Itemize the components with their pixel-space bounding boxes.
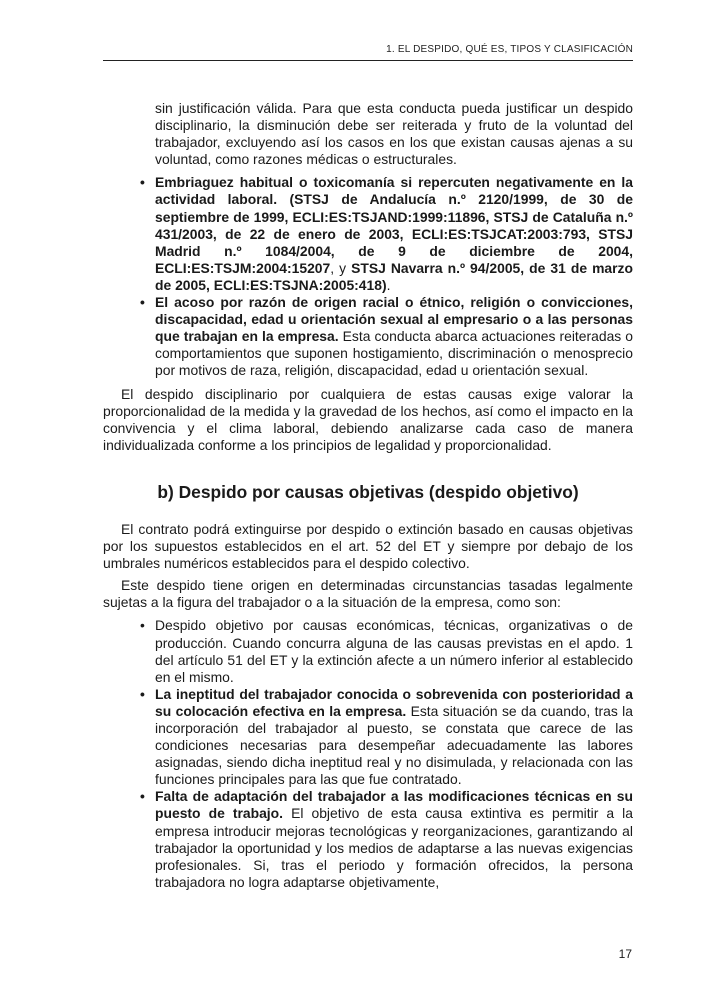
item-text: Esta conducta abarca actuaciones reiteradas o comportamientos que suponen hostigamiento, discriminación o menosprecio por motivos de raza, religión, discapacidad, edad u orientación sexual. (155, 328, 633, 379)
bullet-icon: • (140, 685, 145, 702)
item-text: . (386, 276, 391, 293)
list-item (103, 788, 633, 891)
item-bold-text: Embriaguez habitual o toxicomanía si repercuten negativamente en la actividad laboral. (STSJ de Andalucía n.º 2120/1999, de 30 de septiembre de 1999, ECLI:ES:TSJAND:1999:11896, STSJ de Cataluña n.º 431/2003, de 22 de enero de 2003, ECLI:ES:TSJCAT:2003:793, STSJ Madrid n.º 1084/2004, de 9 de diciembre de 2004, ECLI:ES:TSJM:2004:15207 (155, 174, 633, 276)
running-header (103, 42, 633, 61)
item-text: El objetivo de esta causa extintiva es permitir a la empresa introducir mejoras tecnológicas y reorganizaciones, garantizando al trabajador la oportunidad y los medios de adaptarse a las nuevas exigencias profesionales. Si, tras el periodo y formación ofrecidos, la persona trabajadora no logra adaptarse objetivamente, (155, 805, 633, 890)
item-text: Esta situación se da cuando, tras la incorporación del trabajador al puesto, se constata que carece de las condiciones necesarias para desempeñar adecuadamente las labores asignadas, siendo dicha ineptitud real y no disimulada, y relacionada con las funciones principales para las que fue contratado. (155, 702, 633, 788)
list-item (103, 294, 633, 379)
bullet-icon: • (140, 788, 145, 805)
page-body (103, 100, 633, 891)
running-header-title: 1. EL DESPIDO, QUÉ ES, TIPOS Y CLASIFICACIÓN (386, 44, 633, 55)
bullet-icon: • (140, 617, 145, 634)
item-bold-text: Falta de adaptación del trabajador a las modificaciones técnicas en su puesto de trabajo. (155, 788, 633, 822)
paragraph-continuation: sin justificación válida. Para que esta conducta pueda justificar un despido disciplinario, la disminución debe ser reiterada y fruto de la voluntad del trabajador, excluyendo así los casos en los que existan causas ajenas a su voluntad, como razones médicas o estructurales. (155, 100, 633, 168)
page-number: 17 (618, 947, 632, 961)
objective-causes-list (103, 617, 633, 891)
disciplinary-causes-list (103, 174, 633, 379)
item-bold-text: La ineptitud del trabajador conocida o sobrevenida con posterioridad a su colocación efectiva en la empresa. (155, 685, 633, 719)
list-item (103, 617, 633, 685)
paragraph-summary: El despido disciplinario por cualquiera de estas causas exige valorar la proporcionalidad de la medida y la gravedad de los hechos, así como el impacto en la convivencia y el clima laboral, debiendo analizarse cada caso de manera individualizada conforme a los principios de legalidad y proporcionalidad. (103, 385, 633, 453)
item-bold-text: El acoso por razón de origen racial o étnico, religión o convicciones, discapacidad, edad u orientación sexual al empresario o a las personas que trabajan en la empresa. (155, 294, 633, 345)
item-text: Despido objetivo por causas económicas, técnicas, organizativas o de producción. Cuando concurra alguna de las causas previstas en el apdo. 1 del artículo 51 del ET y la extinción afecte a un número inferior al establecido en el mismo. (155, 617, 633, 685)
paragraph-objective-2: Este despido tiene origen en determinadas circunstancias tasadas legalmente sujetas a la figura del trabajador o a la situación de la empresa, como son: (103, 577, 633, 611)
item-text: , y (330, 259, 352, 276)
bullet-icon: • (140, 294, 145, 311)
item-bold-text: STSJ Navarra n.º 94/2005, de 31 de marzo de 2005, ECLI:ES:TSJNA:2005:418) (155, 259, 633, 293)
list-item (103, 174, 633, 294)
paragraph-objective-1: El contrato podrá extinguirse por despido o extinción basado en causas objetivas por los supuestos establecidos en el art. 52 del ET y siempre por debajo de los umbrales numéricos establecidos para el despido colectivo. (103, 520, 633, 572)
list-item (103, 686, 633, 789)
bullet-icon: • (140, 174, 145, 191)
section-heading: b) Despido por causas objetivas (despido objetivo) (157, 481, 579, 502)
